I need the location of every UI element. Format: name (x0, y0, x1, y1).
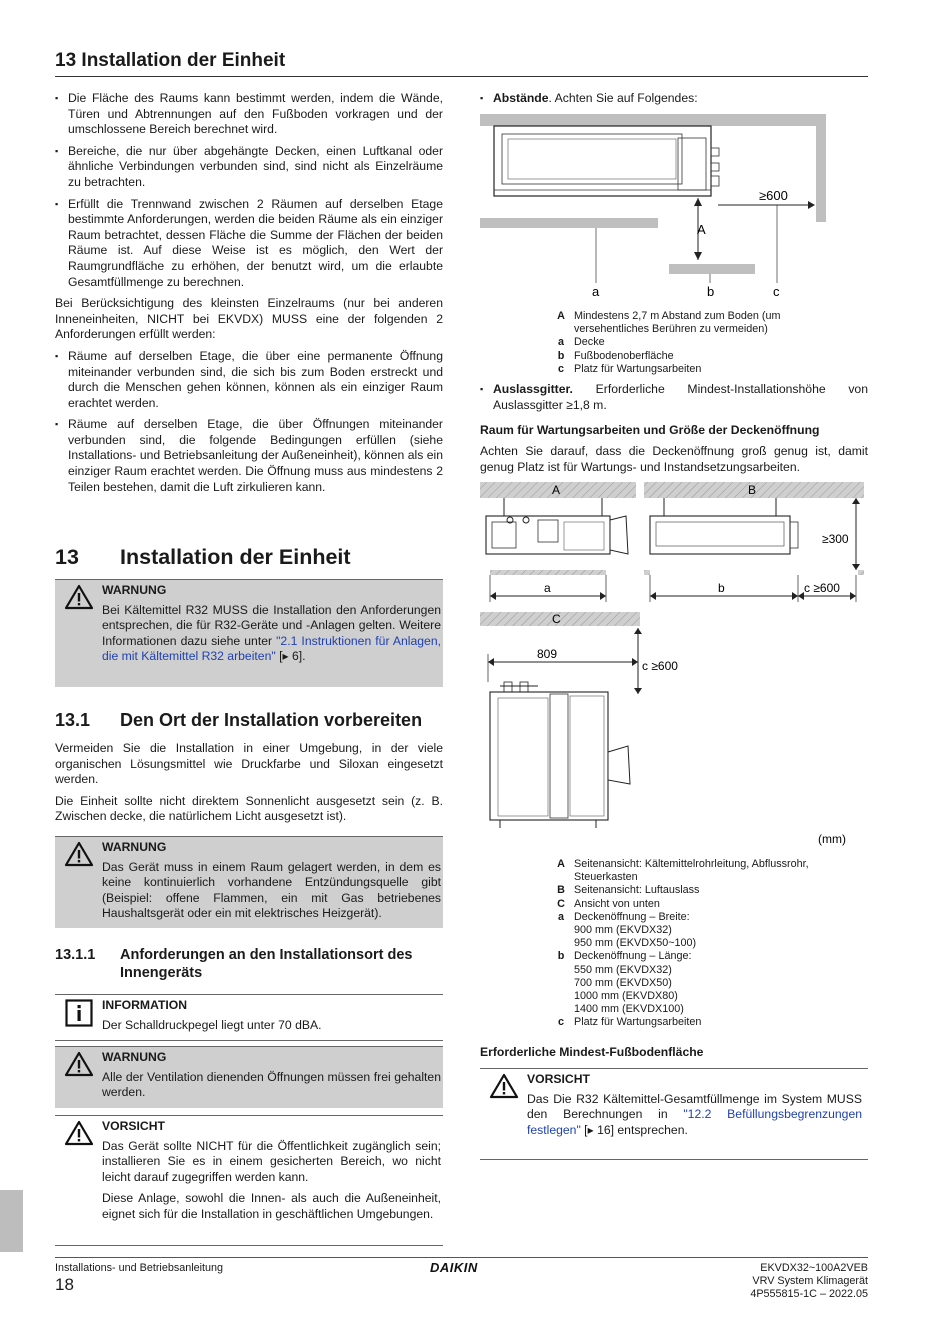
caution-box-charge (480, 1068, 868, 1160)
list-item: ▪ Räume auf derselben Etage, die über Öffnungen miteinander verbunden sind, die folgende Bedingungen erfüllen (siehe Installations- und Betriebsanleitung der Außeneinheit), können als ein einziger Raum erachtet werden. Die Öffnung muss aus mindestens 2 Teilen bestehen, damit die Luft zirkulieren kann. (55, 417, 443, 495)
legend-row: 1400 mm (EKVDX100) (574, 1003, 684, 1016)
suspended-ceiling (480, 218, 658, 228)
panel-label-B: B (748, 483, 757, 497)
warning-title: WARNUNG (102, 1050, 167, 1064)
legend-clearance (548, 310, 838, 376)
warning-title: WARNUNG (102, 583, 167, 597)
r32-instructions-link[interactable]: "2.1 Instruktionen für Anlagen, die mit Kältemittel R32 arbeiten" (102, 633, 441, 664)
header-rule (55, 76, 868, 77)
information-title: INFORMATION (102, 998, 188, 1012)
caution-icon (480, 1069, 527, 1159)
label-A: A (697, 222, 706, 237)
page-reference: [▸ 16] entsprechen. (580, 1122, 688, 1137)
footer-product: VRV System Klimagerät (752, 1275, 868, 1287)
footer-doc-number: 4P555815-1C – 2022.05 (750, 1288, 868, 1300)
wall (816, 114, 826, 222)
grille-bullet (480, 382, 868, 419)
section-number: 13.1.1 (55, 947, 96, 963)
daikin-logo: DAIKIN (430, 1260, 478, 1275)
legend-row: b Fußbodenoberfläche (557, 349, 674, 362)
unit-bottom-view (490, 682, 630, 828)
legend-row: B Seitenansicht: Luftauslass (557, 884, 700, 897)
clearance-figure (478, 108, 868, 303)
panel-label-A: A (552, 483, 561, 497)
label-a: a (592, 284, 600, 299)
dim-label-c600-bottom: c ≥600 (642, 659, 678, 673)
section-title: Anforderungen an den Installationsort des Innengeräts (120, 947, 413, 981)
warning-icon (55, 837, 102, 928)
legend-row: b Deckenöffnung – Länge: (557, 950, 692, 963)
footer-model: EKVDX32~100A2VEB (760, 1262, 868, 1274)
page-header-title: 13 Installation der Einheit (55, 50, 286, 71)
information-box (55, 994, 443, 1041)
label-b: b (707, 284, 715, 299)
charge-limits-link[interactable]: "12.2 Befüllungsbegrenzungen festlegen" (527, 1107, 863, 1137)
list-item (480, 91, 868, 107)
caution-text: Das Die R32 Kältemittel-Gesamtfüllmenge im System MUSS den Berechnungen in (527, 1091, 862, 1122)
paragraph: Die Einheit sollte nicht direktem Sonnenlicht ausgesetzt sein (z. B. Zwischen decke, die natürlichem Licht ausgesetzt ist). (55, 793, 443, 824)
dim-label-300: ≥300 (822, 532, 849, 546)
clearance-600-label: ≥600 (759, 188, 788, 203)
unit-label-mm: (mm) (818, 832, 846, 846)
page-number: 18 (55, 1275, 74, 1294)
warning-text: Bei Kältemittel R32 MUSS die Installation den Anforderungen entsprechen, die für R32-Geräte und -Anlagen gelten. Weitere Informationen dazu siehe unter (102, 602, 441, 648)
left-column (55, 91, 443, 501)
legend-row: 550 mm (EKVDX32) (574, 963, 672, 976)
section-heading-13-1 (55, 708, 422, 732)
unit-side-view-piping (486, 498, 628, 554)
ceiling-opening-figure (478, 482, 868, 852)
section-number: 13.1 (55, 710, 91, 730)
dim-label-c600: c ≥600 (804, 581, 840, 595)
indoor-unit-drawing (494, 126, 719, 196)
list-item: ▪ Erfüllt die Trennwand zwischen 2 Räumen auf derselben Etage bestimmte Anforderungen, werden die beiden Räume als ein einziger Raum betrachtet, dessen Fläche die Summe der Flächen der beiden Räume ist. Auf diese Weise ist es möglich, den Wert der Raumgrundfläche zu erhöhen, der benutzt wird, um die erlaubte Gesamtfüllmenge zu berechnen. (55, 197, 443, 291)
warning-box-ventilation (55, 1046, 443, 1108)
list-item: ▪ Die Fläche des Raums kann bestimmt werden, indem die Wände, Türen und Abtrennungen auf den Fußboden vorkragen und der umschlossene Bereich berechnet wird. (55, 91, 443, 138)
caution-title: VORSICHT (527, 1072, 590, 1086)
footer-rule (55, 1257, 868, 1258)
paragraph: Achten Sie darauf, dass die Deckenöffnung groß genug ist, damit genug Platz ist für Wartungs- und Instandsetzungsarbeiten. (480, 444, 868, 474)
room-bullet-list (55, 349, 443, 495)
floor-surface (669, 264, 755, 274)
prep-paragraphs (55, 741, 443, 831)
legend-ceiling-opening (548, 858, 848, 1030)
legend-row: 950 mm (EKVDX50~100) (574, 937, 697, 950)
chapter-tab (0, 1190, 23, 1252)
legend-row: 700 mm (EKVDX50) (574, 976, 672, 989)
bullet-text: . Achten Sie auf Folgendes: (548, 91, 698, 105)
info-icon (55, 995, 102, 1040)
page-reference: [▸ 6]. (275, 649, 306, 664)
subheading-maintenance-space: Raum für Wartungsarbeiten und Größe der Deckenöffnung (480, 423, 820, 437)
section-title: Den Ort der Installation vorbereiten (120, 710, 423, 730)
warning-box-r32 (55, 579, 443, 687)
dim-label-809: 809 (537, 647, 558, 661)
list-item (480, 382, 868, 413)
warning-icon (55, 1047, 102, 1108)
warning-text: Alle der Ventilation dienenden Öffnungen müssen frei gehalten werden. (102, 1069, 441, 1100)
caution-text: Diese Anlage, sowohl die Innen- als auch die Außeneinheit, eignet sich für die Installation in geschäftlichen Umgebungen. (102, 1191, 441, 1221)
paragraph: Vermeiden Sie die Installation in einer Umgebung, in der viele organischen Lösungsmittel wie Druckfarbe und Siloxan eingesetzt werden. (55, 741, 443, 787)
subheading-floor-area: Erforderliche Mindest-Fußbodenfläche (480, 1045, 704, 1059)
warning-text: Das Gerät muss in einem Raum gelagert werden, in dem es keine kontinuierlich vorhandene Entzündungsquelle gibt (Beispiel: offene Flammen, ein mit Gas betriebenes Haushaltsgerät oder ein mit elektrisches Heizgerät). (102, 859, 441, 921)
ceiling-slab (480, 114, 820, 126)
section-title: Installation der Einheit (120, 545, 351, 569)
warning-box-ignition (55, 836, 443, 928)
caution-icon (55, 1116, 102, 1245)
section-number: 13 (55, 545, 79, 569)
legend-row: C Ansicht von unten (557, 897, 660, 910)
unit-side-view-outlet (650, 498, 798, 554)
legend-row: A Mindestens 2,7 m Abstand zum Boden (um versehentliches Berühren zu vermeiden) (557, 310, 781, 336)
bullet-bold: Auslassgitter. (493, 382, 573, 396)
section-heading-13-1-1 (55, 946, 445, 982)
legend-row: A Seitenansicht: Kältemittelrohrleitung, Abflussrohr, Steuerkasten (557, 858, 809, 884)
dim-label-a: a (544, 581, 551, 595)
footer-doc-type: Installations- und Betriebsanleitung (55, 1262, 224, 1274)
bullet-text: Erforderliche Mindest-Installationshöhe von Auslassgitter ≥1,8 m. (493, 382, 868, 412)
information-text: Der Schalldruckpegel liegt unter 70 dBA. (102, 1017, 322, 1032)
warning-icon (55, 580, 102, 687)
panel-label-C: C (552, 612, 561, 626)
paragraph: Bei Berücksichtigung des kleinsten Einzelraums (nur bei anderen Inneneinheiten, NICHT bei EKVDX) MUSS eine der folgenden 2 Anforderungen erfüllt werden: (55, 296, 443, 342)
legend-row: c Platz für Wartungsarbeiten (557, 1016, 702, 1029)
warning-title: WARNUNG (102, 840, 167, 854)
legend-row: 900 mm (EKVDX32) (574, 924, 672, 937)
bullet-bold: Abstände (493, 91, 549, 105)
list-item: ▪ Bereiche, die nur über abgehängte Decken, einen Luftkanal oder ähnliche Verbindungen verbunden sind, sind nicht als Einzelräume zu betrachten. (55, 144, 443, 191)
legend-row: a Decke (557, 336, 605, 349)
list-item: ▪ Räume auf derselben Etage, die über eine permanente Öffnung miteinander verbunden sind, die sich bis zum Boden erstreckt und durch die Menschen gehen können, können als ein einziger Raum erachtet werden. (55, 349, 443, 411)
caution-text: Das Gerät sollte NICHT für die Öffentlichkeit zugänglich sein; installieren Sie es in einem gesicherten Bereich, wo nicht leicht darauf zugegriffen werden kann. (102, 1138, 441, 1184)
area-bullet-list (55, 91, 443, 290)
dim-label-b: b (718, 581, 725, 595)
label-c: c (773, 284, 780, 299)
caution-box-access (55, 1115, 443, 1246)
caution-title: VORSICHT (102, 1119, 165, 1133)
legend-row: a Deckenöffnung – Breite: (557, 910, 690, 923)
legend-row: c Platz für Wartungsarbeiten (557, 362, 702, 375)
section-heading-13 (55, 543, 351, 571)
legend-row: 1000 mm (EKVDX80) (574, 990, 678, 1003)
